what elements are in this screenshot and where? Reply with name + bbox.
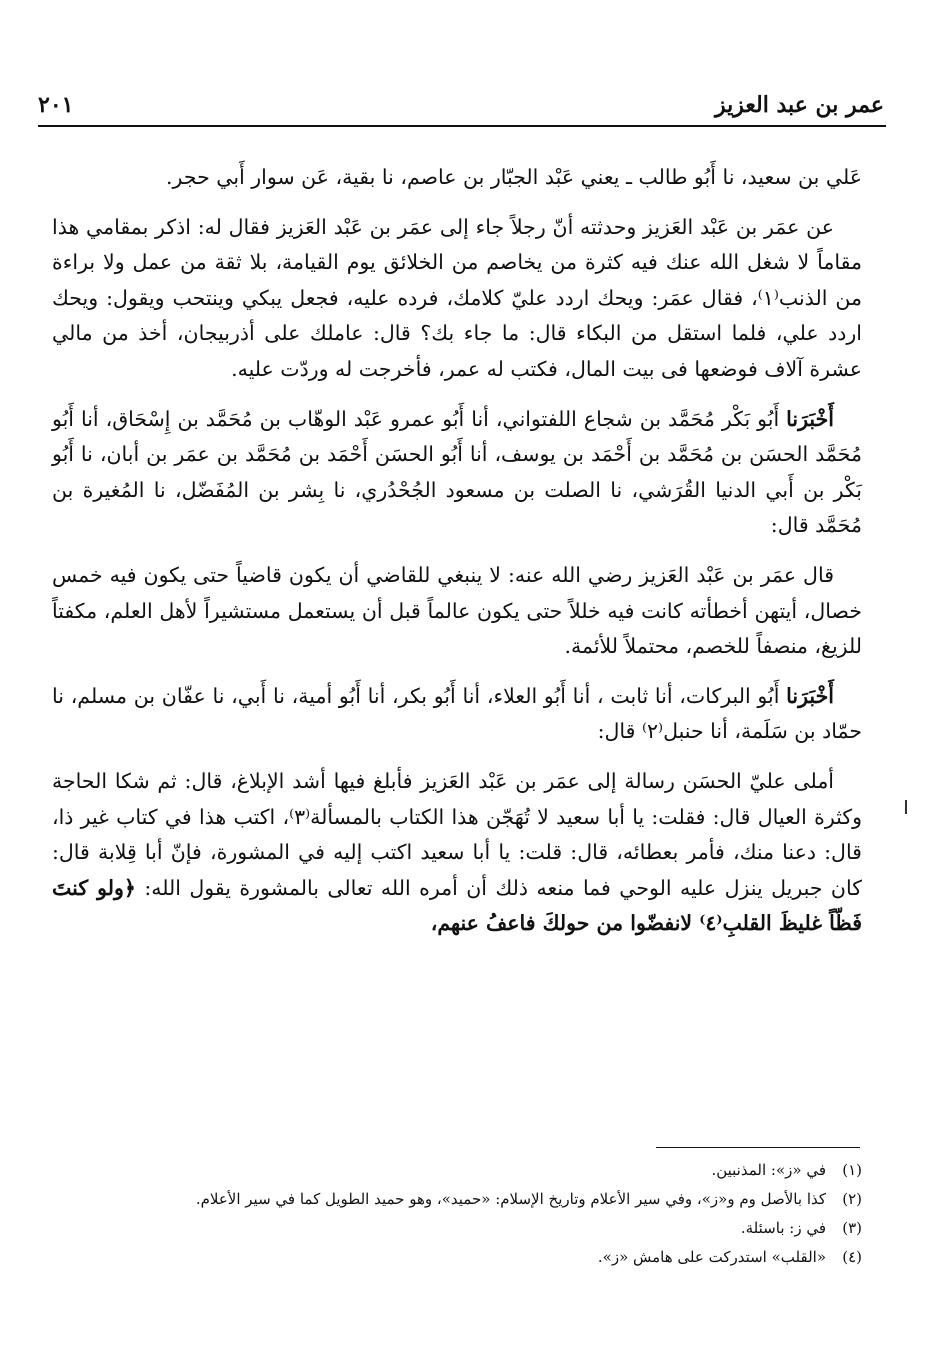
footnote-text: في «ز»: المذنبين. (711, 1161, 826, 1179)
footnotes-divider (656, 1147, 860, 1148)
isnad-paragraph (52, 402, 862, 544)
header-divider (38, 125, 886, 127)
paragraph-text: قال عمَر بن عَبْد العَزيز رضي الله عنه: لا ينبغي للقاضي أن يكون قاضياً حتى يكون فيه خمس خصال، أيتهن أخطأته كانت فيه خللاً حتى يكون عالماً قبل أن يستعمل مستشيراً لأهل العلم، مكفتاً للزيغ، منصفاً للخصم، محتملاً للأئمة. (52, 562, 862, 659)
footnote-number: (٣) (842, 1219, 862, 1237)
margin-mark (905, 800, 907, 814)
paragraph-text: أملى عليّ الحسَن رسالة إلى عمَر بن عَبْد العَزيز فأبلغ فيها أشد الإبلاغ، قال: ثم شكا الحاجة وكثرة العيال قال: فقلت: يا أبا سعيد لا تُهَجّن هذا الكتاب بالمسألة⁽٣⁾، اكتب هذا في كتاب غير ذا، قال: دعنا منك، فأمر بعطائه، قال: قلت: يا أبا سعيد اكتب إليه في المشورة، فإنّ أبا قِلابة قال: كان جبريل ينزل عليه الوحي فما منعه ذلك أن أمره الله تعالى بالمشورة يقول الله: (52, 768, 862, 900)
footnote-number: (١) (842, 1161, 862, 1179)
footnotes (60, 1156, 862, 1272)
paragraph-lead: أَخْبَرَنا (786, 683, 834, 708)
paragraph (52, 764, 862, 942)
footnote-text: «القلب» استدركت على هامش «ز». (597, 1248, 826, 1266)
running-header (38, 84, 884, 118)
footnote-number: (٢) (842, 1190, 862, 1208)
paragraph (52, 210, 862, 388)
paragraph-lead: أَخْبَرَنا (786, 406, 834, 431)
footnote-text: كذا بالأصل وم و«ز»، وفي سير الأعلام وتاريخ الإسلام: «حميد»، وهو حميد الطويل كما في سير الأعلام. (195, 1190, 826, 1208)
running-title: عمر بن عبد العزيز (715, 92, 884, 118)
isnad-paragraph (52, 679, 862, 750)
paragraph (52, 160, 862, 196)
main-text (52, 160, 862, 956)
paragraph-text: أَبُو بَكْر مُحَمَّد بن شجاع اللفتواني، أنا أَبُو عمرو عَبْد الوهّاب بن مُحَمَّد بن إِسْحَاق، أنا أَبُو مُحَمَّد الحسَن بن مُحَمَّد بن أَحْمَد بن يوسف، أنا أَبُو الحسَن أَحْمَد بن مُحَمَّد بن عمَر بن أبان، نا أَبُو بَكْر بن أَبي الدنيا القُرَشي، نا الصلت بن مسعود الجُحْدُري، نا بِشر بن المُفَضّل، نا المُغيرة بن مُحَمَّد قال: (52, 406, 862, 538)
footnote (60, 1156, 862, 1185)
footnote-text: في ز: باسئلة. (740, 1219, 826, 1237)
footnote (60, 1185, 862, 1214)
footnote-number: (٤) (842, 1248, 862, 1266)
footnote (60, 1243, 862, 1272)
footnote (60, 1214, 862, 1243)
page-number: ٢٠١ (38, 92, 74, 118)
paragraph-text: أَبُو البركات، أنا ثابت ، أنا أَبُو العلاء، أنا أَبُو بكر، أنا أَبُو أمية، نا أَبي، نا عفّان بن مسلم، نا حمّاد بن سَلَمة، أنا حنبل⁽٢⁾ قال: (52, 683, 862, 744)
quran-quote: ﴿ولو كنتَ فَظّاً غليظَ القلبِ⁽٤⁾ لانفضّوا من حولكَ فاعفُ عنهم، (52, 875, 862, 936)
paragraph-text: عن عمَر بن عَبْد العَزيز وحدثته أنّ رجلاً جاء إلى عمَر بن عَبْد العَزيز فقال له: اذكر بمقامي هذا مقاماً لا شغل الله عنك فيه كثرة من يخاصم من الخلائق يوم القيامة، بلا ثقة من عمل ولا براءة من الذنب⁽١⁾، فقال عمَر: ويحك اردد عليّ كلامك، فرده عليه، فجعل يبكي وينتحب ويقول: ويحك اردد علي، فلما استقل من البكاء قال: ما جاء بك؟ قال: عاملك على أذربيجان، أخذ من مالي عشرة آلاف فوضعها فى بيت المال، فكتب له عمر، فأخرجت له وردّت عليه. (52, 214, 862, 381)
paragraph (52, 558, 862, 665)
paragraph-text: عَلي بن سعيد، نا أَبُو طالب ـ يعني عَبْد الجبّار بن عاصم، نا بقية، عَن سوار أَبي حجر. (166, 165, 862, 189)
